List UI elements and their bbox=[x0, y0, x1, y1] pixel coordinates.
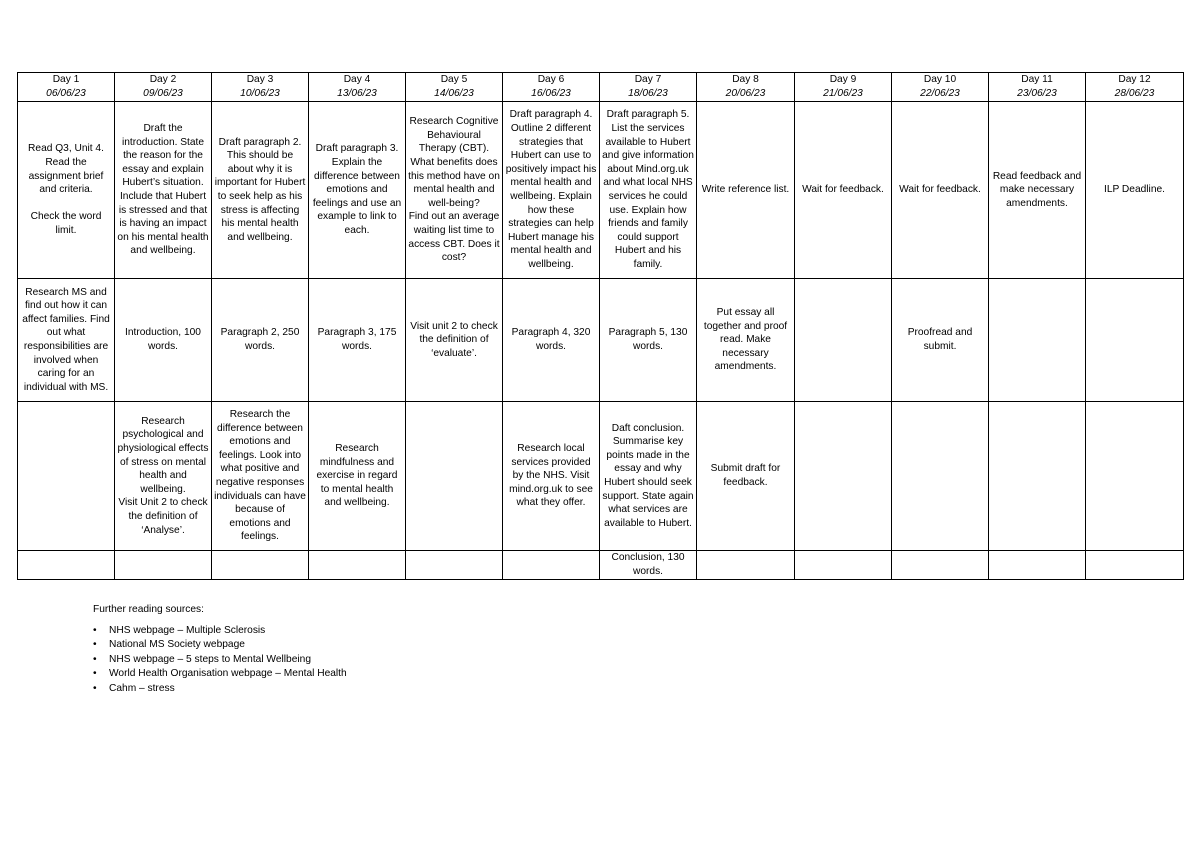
further-reading-section bbox=[93, 603, 347, 697]
task-cell bbox=[892, 102, 989, 279]
task-text: Paragraph 3, 175 words. bbox=[317, 327, 397, 352]
task-cell bbox=[600, 102, 697, 279]
task-text: Visit unit 2 to check the definition of ‘evaluate’. bbox=[410, 320, 498, 359]
task-cell bbox=[309, 551, 406, 580]
task-cell bbox=[212, 551, 309, 580]
list-item-text: NHS webpage – 5 steps to Mental Wellbeing bbox=[109, 653, 311, 665]
day-name: Day 7 bbox=[634, 74, 662, 86]
header-row bbox=[18, 73, 1184, 102]
day-date: 28/06/23 bbox=[1114, 88, 1155, 99]
task-text: Read feedback and make necessary amendments. bbox=[992, 170, 1082, 209]
task-cell bbox=[1086, 402, 1184, 551]
task-cell bbox=[18, 402, 115, 551]
task-row bbox=[18, 551, 1184, 580]
task-text: Research MS and find out how it can affect families. Find out what responsibilities are involved when caring for an individual with MS. bbox=[22, 286, 110, 393]
task-cell bbox=[600, 551, 697, 580]
task-text: Draft paragraph 4. Outline 2 different strategies that Hubert can use to positively impact his mental health and wellbeing. Explain how these strategies can help Hubert manage his mental health and wellbeing. bbox=[505, 109, 597, 270]
list-item-text: National MS Society webpage bbox=[109, 639, 245, 651]
task-text: ILP Deadline. bbox=[1104, 184, 1165, 196]
task-cell bbox=[309, 279, 406, 402]
task-cell bbox=[697, 551, 795, 580]
task-row bbox=[18, 402, 1184, 551]
task-text: Put essay all together and proof read. Make necessary amendments. bbox=[703, 307, 788, 373]
task-cell bbox=[503, 279, 600, 402]
day-date: 13/06/23 bbox=[337, 88, 377, 99]
task-text: Draft the introduction. State the reason for the essay and explain Hubert’s situation. Include that Hubert is stressed and that is having an impact on his mental health and wellbeing. bbox=[117, 123, 209, 257]
task-cell bbox=[989, 402, 1086, 551]
task-cell bbox=[309, 402, 406, 551]
bullet-icon: • bbox=[93, 682, 97, 694]
day-header bbox=[1086, 73, 1184, 102]
day-name: Day 2 bbox=[149, 74, 177, 86]
day-header bbox=[892, 73, 989, 102]
list-item-text: NHS webpage – Multiple Sclerosis bbox=[109, 624, 266, 636]
task-cell bbox=[795, 402, 892, 551]
day-header bbox=[406, 73, 503, 102]
task-cell bbox=[212, 402, 309, 551]
day-date: 20/06/23 bbox=[725, 88, 766, 99]
task-cell bbox=[989, 102, 1086, 279]
day-date: 23/06/23 bbox=[1017, 88, 1057, 99]
day-date: 14/06/23 bbox=[434, 88, 474, 99]
task-text: Proofread and submit. bbox=[907, 327, 973, 352]
list-item-text: World Health Organisation webpage – Mental Health bbox=[109, 668, 347, 680]
bullet-icon: • bbox=[93, 668, 97, 680]
list-item bbox=[93, 653, 347, 668]
day-header bbox=[212, 73, 309, 102]
task-cell bbox=[989, 279, 1086, 402]
task-text: Research local services provided by the NHS. Visit mind.org.uk to see what they offer. bbox=[509, 443, 593, 509]
day-date: 10/06/23 bbox=[240, 88, 280, 99]
task-cell bbox=[1086, 102, 1184, 279]
day-date: 22/06/23 bbox=[920, 88, 960, 99]
task-cell bbox=[115, 279, 212, 402]
day-header bbox=[989, 73, 1086, 102]
day-header bbox=[18, 73, 115, 102]
task-cell bbox=[795, 279, 892, 402]
day-name: Day 6 bbox=[537, 74, 565, 86]
day-date: 21/06/23 bbox=[823, 88, 863, 99]
task-text: Research psychological and physiological effects of stress on mental health and wellbeing. Visit Unit 2 to check the definition of ‘Analyse’. bbox=[117, 415, 209, 536]
further-reading-title: Further reading sources: bbox=[93, 604, 204, 615]
day-name: Day 8 bbox=[732, 74, 759, 86]
day-date: 06/06/23 bbox=[46, 88, 86, 99]
task-text: Draft paragraph 2. This should be about why it is important for Hubert to seek help as his stress is affecting his mental health and wellbeing. bbox=[214, 136, 306, 243]
day-name: Day 9 bbox=[829, 74, 857, 86]
bullet-icon: • bbox=[93, 639, 97, 651]
task-text: Paragraph 4, 320 words. bbox=[511, 327, 591, 352]
task-cell bbox=[600, 279, 697, 402]
day-name: Day 5 bbox=[440, 74, 468, 86]
list-item bbox=[93, 682, 347, 697]
day-name: Day 1 bbox=[52, 74, 80, 86]
task-cell bbox=[697, 402, 795, 551]
task-cell bbox=[600, 402, 697, 551]
task-text: Paragraph 5, 130 words. bbox=[608, 327, 688, 352]
task-text: Daft conclusion. Summarise key points made in the essay and why Hubert should seek support. State again what services are available to Hubert. bbox=[602, 422, 694, 529]
list-item bbox=[93, 667, 347, 682]
task-cell bbox=[989, 551, 1086, 580]
task-row bbox=[18, 279, 1184, 402]
task-cell bbox=[892, 402, 989, 551]
task-cell bbox=[18, 102, 115, 279]
task-text: Draft paragraph 3. Explain the difference between emotions and feelings and use an example to link to each. bbox=[312, 143, 402, 236]
task-cell bbox=[795, 102, 892, 279]
task-cell bbox=[18, 551, 115, 580]
task-cell bbox=[795, 551, 892, 580]
task-text: Wait for feedback. bbox=[899, 184, 981, 196]
task-text: Read Q3, Unit 4. Read the assignment brief and criteria. Check the word limit. bbox=[28, 143, 104, 236]
day-date: 18/06/23 bbox=[628, 88, 668, 99]
task-cell bbox=[503, 402, 600, 551]
day-header bbox=[600, 73, 697, 102]
task-cell bbox=[406, 102, 503, 279]
task-text: Research mindfulness and exercise in regard to mental health and wellbeing. bbox=[316, 443, 398, 509]
day-name: Day 3 bbox=[246, 74, 274, 86]
task-text: Research Cognitive Behavioural Therapy (CBT). What benefits does this method have on mental health and well-being? Find out an average waiting list time to access CBT. Does it cost? bbox=[408, 116, 500, 264]
day-name: Day 12 bbox=[1118, 74, 1151, 86]
task-text: Write reference list. bbox=[701, 184, 790, 196]
task-cell bbox=[503, 102, 600, 279]
task-cell bbox=[892, 551, 989, 580]
day-header bbox=[503, 73, 600, 102]
list-item-text: Cahm – stress bbox=[109, 682, 175, 694]
task-cell bbox=[115, 402, 212, 551]
task-cell bbox=[406, 551, 503, 580]
day-date: 16/06/23 bbox=[531, 88, 571, 99]
day-name: Day 11 bbox=[1021, 74, 1053, 86]
day-header bbox=[309, 73, 406, 102]
task-text: Wait for feedback. bbox=[802, 184, 884, 196]
task-cell bbox=[115, 551, 212, 580]
further-reading-list bbox=[93, 624, 347, 697]
task-cell bbox=[406, 402, 503, 551]
day-date: 09/06/23 bbox=[143, 88, 183, 99]
task-cell bbox=[18, 279, 115, 402]
list-item bbox=[93, 638, 347, 653]
list-item bbox=[93, 624, 347, 639]
task-text: Draft paragraph 5. List the services available to Hubert and give information about Mind.org.uk and what local NHS services he could use. Explain how friends and family could support Hubert and his family. bbox=[602, 109, 694, 270]
task-text: Paragraph 2, 250 words. bbox=[220, 327, 300, 352]
task-text: Conclusion, 130 words. bbox=[611, 552, 685, 577]
task-cell bbox=[697, 102, 795, 279]
day-header bbox=[115, 73, 212, 102]
bullet-icon: • bbox=[93, 653, 97, 665]
task-cell bbox=[697, 279, 795, 402]
task-cell bbox=[212, 279, 309, 402]
task-cell bbox=[406, 279, 503, 402]
task-cell bbox=[115, 102, 212, 279]
day-header bbox=[795, 73, 892, 102]
task-cell bbox=[309, 102, 406, 279]
task-cell bbox=[212, 102, 309, 279]
task-text: Research the difference between emotions and feelings. Look into what positive and negative responses individuals can have because of emotions and feelings. bbox=[214, 409, 306, 543]
task-cell bbox=[1086, 551, 1184, 580]
task-cell bbox=[503, 551, 600, 580]
day-header bbox=[697, 73, 795, 102]
day-name: Day 4 bbox=[343, 74, 371, 86]
day-name: Day 10 bbox=[923, 74, 957, 86]
task-text: Introduction, 100 words. bbox=[125, 327, 201, 352]
schedule-table bbox=[17, 72, 1184, 580]
task-cell bbox=[892, 279, 989, 402]
task-text: Submit draft for feedback. bbox=[710, 463, 781, 488]
bullet-icon: • bbox=[93, 624, 97, 636]
task-row bbox=[18, 102, 1184, 279]
task-cell bbox=[1086, 279, 1184, 402]
